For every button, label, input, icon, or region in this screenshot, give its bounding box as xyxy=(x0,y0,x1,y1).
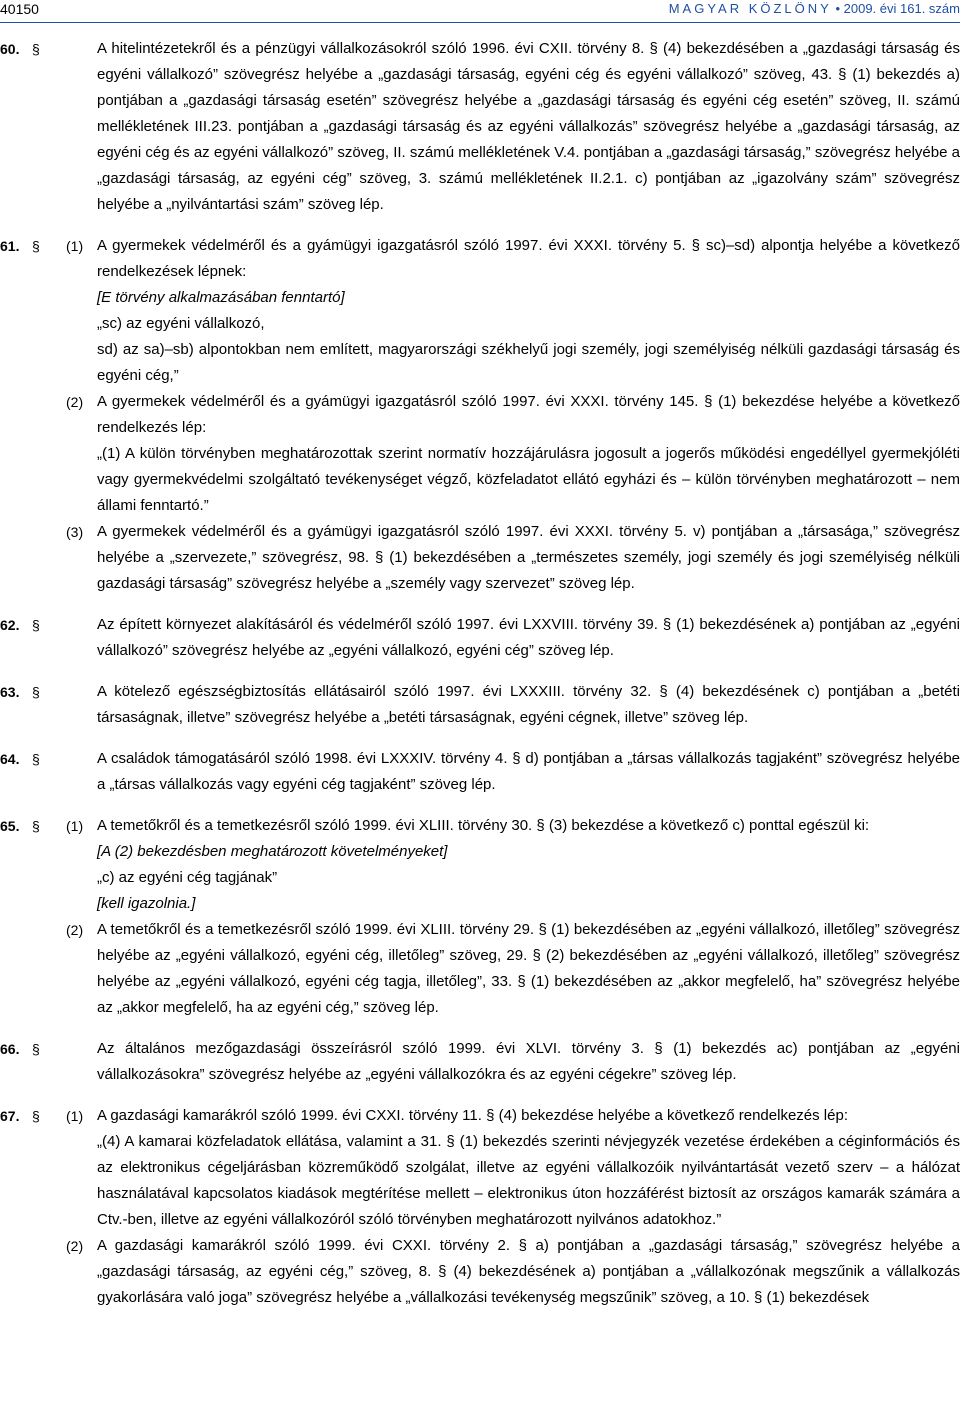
subsection xyxy=(0,1103,960,1233)
subsection-number: (1) xyxy=(66,238,84,254)
section xyxy=(0,36,960,218)
paragraph-text: sd) az sa)–sb) alpontokban nem említett, magyarországi székhelyű jogi személy, jogi személyiség nélküli gazdasági társaság és egyéni cég,” xyxy=(97,341,960,384)
section-number: 64. xyxy=(0,751,20,767)
subsection-number: (3) xyxy=(66,524,84,540)
section xyxy=(0,746,960,798)
paragraph-text: A családok támogatásáról szóló 1998. évi LXXXIV. törvény 4. § d) pontjában a „társas vállalkozás tagjaként” szövegrész helyébe a „társas vállalkozás vagy egyéni cég tagjaként” szöveg lép. xyxy=(97,750,960,793)
subsection xyxy=(0,233,960,389)
paragraph-sign: § xyxy=(32,1041,40,1057)
paragraph-text: „sc) az egyéni vállalkozó, xyxy=(97,315,265,332)
subsection-number: (1) xyxy=(66,818,84,834)
paragraph-text: A gazdasági kamarákról szóló 1999. évi CXXI. törvény 2. § a) pontjában a „gazdasági társaság,” szövegrész helyébe a „gazdasági társaság, az egyéni cég,” szöveg, 8. § (4) bekezdésének a) pontjában a „vállalkozónak megszűnik a vállalkozás gyakorlására való joga” szövegrész helyébe a „vállalkozási tevékenység megszűnik” szöveg, a 10. § (1) bekezdések xyxy=(97,1237,960,1306)
paragraph-text: „c) az egyéni cég tagjának” xyxy=(97,869,278,886)
section xyxy=(0,1103,960,1311)
subsection xyxy=(0,917,960,1021)
section xyxy=(0,1036,960,1088)
paragraph-text: Az általános mezőgazdasági összeírásról szóló 1999. évi XLVI. törvény 3. § (1) bekezdés ac) pontjában az „egyéni vállalkozásokra” szövegrész helyébe az „egyéni vállalkozókra és az egyéni cégekre” szöveg lép. xyxy=(97,1040,960,1083)
section-number: 67. xyxy=(0,1108,20,1124)
subsection xyxy=(0,679,960,731)
section-number: 60. xyxy=(0,41,20,57)
section xyxy=(0,612,960,664)
italic-text: [E törvény alkalmazásában fenntartó] xyxy=(97,289,345,306)
italic-text: [kell igazolnia.] xyxy=(97,895,196,912)
paragraph-text: A gazdasági kamarákról szóló 1999. évi CXXI. törvény 11. § (4) bekezdése helyébe a következő rendelkezés lép: xyxy=(97,1107,848,1124)
paragraph-sign: § xyxy=(32,41,40,57)
subsection xyxy=(0,519,960,597)
subsection-number: (2) xyxy=(66,1238,84,1254)
subsection-number: (2) xyxy=(66,394,84,410)
document-body xyxy=(0,36,960,1326)
section-number: 65. xyxy=(0,818,20,834)
paragraph-text: A kötelező egészségbiztosítás ellátásairól szóló 1997. évi LXXXIII. törvény 32. § (4) bekezdésének c) pontjában a „betéti társaságnak, illetve” szövegrész helyébe a „betéti társaságnak, egyéni cégnek, illetve” szöveg lép. xyxy=(97,683,960,726)
publication-bullet: • xyxy=(835,1,844,16)
publication-info xyxy=(669,0,960,18)
paragraph-sign: § xyxy=(32,684,40,700)
subsection-number: (2) xyxy=(66,922,84,938)
subsection xyxy=(0,36,960,218)
paragraph-sign: § xyxy=(32,238,40,254)
page-number: 40150 xyxy=(0,1,39,17)
subsection xyxy=(0,813,960,917)
subsection xyxy=(0,612,960,664)
paragraph-sign: § xyxy=(32,751,40,767)
subsection-number: (1) xyxy=(66,1108,84,1124)
paragraph-sign: § xyxy=(32,617,40,633)
publication-title: MAGYAR KÖZLÖNY xyxy=(668,1,832,16)
paragraph-text: A gyermekek védelméről és a gyámügyi igazgatásról szóló 1997. évi XXXI. törvény 5. v) pontjában a „társasága,” szövegrész helyébe a „szervezete,” szövegrész, 98. § (1) bekezdésében a „természetes személy, jogi személy és jogi személyiség nélküli gazdasági társaság” szövegrész helyébe a „személy vagy szervezet” szöveg lép. xyxy=(97,523,960,592)
paragraph-text: Az épített környezet alakításáról és védelméről szóló 1997. évi LXXVIII. törvény 39. § (1) bekezdésének a) pontjában az „egyéni vállalkozó” szövegrész helyébe az „egyéni vállalkozó, egyéni cég” szöveg lép. xyxy=(97,616,960,659)
header-rule xyxy=(0,22,960,23)
subsection xyxy=(0,1233,960,1311)
section-number: 61. xyxy=(0,238,20,254)
section xyxy=(0,813,960,1021)
paragraph-text: A temetőkről és a temetkezésről szóló 1999. évi XLIII. törvény 29. § (1) bekezdésében az „egyéni vállalkozó, illetőleg” szövegrész helyébe az „egyéni vállalkozó, egyéni cég, illetőleg” szöveg, 29. § (2) bekezdésében az „egyéni vállalkozó, illetőleg” szövegrész helyébe az „egyéni vállalkozó, egyéni cég tagja, illetőleg”, 33. § (1) bekezdésében az „akkor megfelelő, ha” szövegrész helyébe az „akkor megfelelő, ha az egyéni cég,” szöveg lép. xyxy=(97,921,960,1016)
italic-text: [A (2) bekezdésben meghatározott követelményeket] xyxy=(97,843,448,860)
subsection xyxy=(0,389,960,519)
section xyxy=(0,233,960,597)
subsection xyxy=(0,746,960,798)
paragraph-text: A hitelintézetekről és a pénzügyi vállalkozásokról szóló 1996. évi CXII. törvény 8. § (4) bekezdésében a „gazdasági társaság és egyéni vállalkozó” szövegrész helyébe a „gazdasági társaság, egyéni cég és egyéni vállalkozó” szöveg, 43. § (1) bekezdés a) pontjában a „gazdasági társaság esetén” szövegrész helyébe a „gazdasági társaság és egyéni cég esetén” szöveg, II. számú mellékletének III.23. pontjában a „gazdasági társaság és az egyéni vállalkozás” szövegrész helyébe a „gazdasági társaság, az egyéni cég és az egyéni vállalkozó” szöveg, II. számú mellékletének V.4. pontjában a „gazdasági társaság,” szövegrész helyébe a „gazdasági társaság, az egyéni cég” szöveg, 3. számú mellékletének II.2.1. c) pontjában az „igazolvány szám” szövegrész helyébe a „nyilvántartási szám” szöveg lép. xyxy=(97,40,960,213)
paragraph-sign: § xyxy=(32,1108,40,1124)
paragraph-text: A gyermekek védelméről és a gyámügyi igazgatásról szóló 1997. évi XXXI. törvény 5. § sc)–sd) alpontja helyébe a következő rendelkezések lépnek: xyxy=(97,237,960,280)
paragraph-text: A temetőkről és a temetkezésről szóló 1999. évi XLIII. törvény 30. § (3) bekezdése a következő c) ponttal egészül ki: xyxy=(97,817,870,834)
paragraph-text: „(1) A külön törvényben meghatározottak szerint normatív hozzájárulásra jogosult a jogerős működési engedéllyel gyermekjóléti vagy gyermekvédelmi szolgáltató tevékenységet végző, közfeladatot ellátó egyházi és – külön törvényben meghatározott – nem állami fenntartó.” xyxy=(97,445,960,514)
issue-label: 2009. évi 161. szám xyxy=(843,1,960,16)
page-header xyxy=(0,0,960,24)
section-number: 63. xyxy=(0,684,20,700)
subsection xyxy=(0,1036,960,1088)
paragraph-text: A gyermekek védelméről és a gyámügyi igazgatásról szóló 1997. évi XXXI. törvény 145. § (1) bekezdése helyébe a következő rendelkezés lép: xyxy=(97,393,960,436)
section xyxy=(0,679,960,731)
paragraph-sign: § xyxy=(32,818,40,834)
section-number: 66. xyxy=(0,1041,20,1057)
section-number: 62. xyxy=(0,617,20,633)
paragraph-text: „(4) A kamarai közfeladatok ellátása, valamint a 31. § (1) bekezdés szerinti névjegyzék vezetése érdekében a céginformációs és az elektronikus cégeljárásban közreműködő szolgálat, illetve az egyéni vállalkozóik nyilvántartását vezető szerv – a hálózat használatával kapcsolatos kiadások megtérítése mellett – elektronikus úton hozzáférést biztosít az országos kamarák számára a Ctv.-ben, illetve az egyéni vállalkozóról szóló törvényben meghatározott nyilvános adatokhoz.” xyxy=(97,1133,960,1228)
